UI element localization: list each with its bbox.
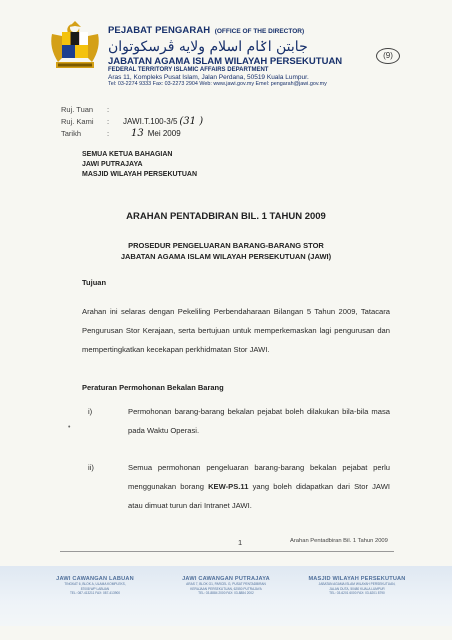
office-name-en: (OFFICE OF THE DIRECTOR) bbox=[214, 28, 305, 35]
ref-date-value: Mei 2009 bbox=[147, 129, 181, 138]
branch-address: TINGKAT 6, BLOK A, ULAMA KOMPLEKS, bbox=[64, 582, 126, 586]
handwritten-annotation: (9) bbox=[376, 48, 400, 64]
item-text-2-a: Semua permohonan pengeluaran barang-barang bekalan pejabat perlu menggunakan borang bbox=[128, 463, 390, 491]
section-heading-tujuan: Tujuan bbox=[82, 278, 107, 287]
department-name-en: FEDERAL TERRITORY ISLAMIC AFFAIRS DEPARTMENT bbox=[108, 67, 269, 73]
ref-kami-value: JAWI.T.100-3/5 bbox=[123, 117, 178, 126]
ref-tuan-row bbox=[61, 104, 203, 116]
ref-colon: : bbox=[107, 129, 110, 138]
branch-address: JABATAN AGAMA ISLAM WILAYAH PERSEKUTUAN, bbox=[318, 582, 396, 586]
branch-address: 87008 WP LABUAN bbox=[80, 586, 110, 591]
department-contact: Tel: 03-2274 9333 Fax: 03-2273 2904 Web: www.jawi.gov.my Emel: pengarah@jawi.gov.my bbox=[108, 81, 327, 87]
footer-doc-title: Arahan Pentadbiran Bil. 1 Tahun 2009 bbox=[290, 538, 388, 544]
department-name: JABATAN AGAMA ISLAM WILAYAH PERSEKUTUAN bbox=[108, 56, 343, 67]
subtitle-line: PROSEDUR PENGELUARAN BARANG-BARANG STOR bbox=[128, 241, 324, 250]
item-text-1-body: Permohonan barang-barang bekalan pejabat boleh dilakukan bila-bila masa pada Waktu Operasi. bbox=[128, 407, 390, 435]
item-text-2 bbox=[128, 458, 390, 515]
malaysia-crest-icon bbox=[46, 18, 104, 76]
footer-divider bbox=[60, 551, 394, 552]
page-number: 1 bbox=[238, 538, 243, 547]
document-subtitle bbox=[0, 240, 452, 262]
branch-name: JAWI CAWANGAN PUTRAJAYA bbox=[182, 576, 270, 582]
branch-address: JALAN DUTA, 50480 KUALA LUMPUR bbox=[329, 586, 385, 591]
branch-name: JAWI CAWANGAN LABUAN bbox=[56, 576, 134, 582]
office-name: PEJABAT PENGARAH bbox=[108, 25, 211, 36]
letterhead bbox=[108, 20, 408, 87]
footer-band bbox=[0, 566, 452, 626]
ref-date-handwritten-day: 13 bbox=[131, 128, 144, 139]
addressee-block bbox=[82, 150, 197, 180]
ref-colon: : bbox=[107, 117, 110, 126]
branch-contact: TEL: 03-6201 6000 FAX: 03-6201 8790 bbox=[329, 591, 385, 595]
item-text-1 bbox=[128, 402, 390, 440]
ref-colon: : bbox=[107, 105, 110, 114]
branch-name: MASJID WILAYAH PERSEKUTUAN bbox=[308, 576, 406, 582]
branch-putrajaya bbox=[171, 576, 281, 596]
branch-address: KERAJAAN PERSEKUTUAN, 62550 PUTRAJAYA bbox=[190, 586, 262, 591]
ref-tarikh-row bbox=[61, 128, 203, 140]
branch-contact: TEL: 087-413211 FAX: 087-413900 bbox=[69, 591, 121, 595]
subtitle-line: JABATAN AGAMA ISLAM WILAYAH PERSEKUTUAN (JAWI) bbox=[120, 252, 332, 261]
ref-kami-label: Ruj. Kami bbox=[61, 117, 94, 126]
branch-address: ARAS 7, BLOK G1, PARCEL G, PUSAT PENTADBIRAN bbox=[186, 582, 266, 586]
section-body-tujuan: Arahan ini selaras dengan Pekeliling Perbendaharaan Bilangan 5 Tahun 2009, Tatacara Pengurusan Stor Kerajaan, serta bertujuan untuk memperkemaskan lagi pengurusan dan mempertingkatkan kecekapan perkhidmatan Stor JAWI. bbox=[82, 307, 390, 354]
item-text-2-b: yang boleh didapatkan dari Stor JAWI atau dimuat turun dari Intranet JAWI. bbox=[128, 482, 390, 510]
margin-mark: • bbox=[68, 424, 71, 431]
document-title: ARAHAN PENTADBIRAN BIL. 1 TAHUN 2009 bbox=[126, 211, 326, 222]
ref-tuan-label: Ruj. Tuan bbox=[61, 105, 94, 114]
ref-tarikh-label: Tarikh bbox=[61, 129, 82, 138]
ref-kami-handwritten: (31 ) bbox=[179, 116, 204, 127]
branch-masjid bbox=[302, 576, 412, 596]
department-address: Aras 11, Kompleks Pusat Islam, Jalan Perdana, 50519 Kuala Lumpur. bbox=[108, 74, 309, 81]
addressee-line: MASJID WILAYAH PERSEKUTUAN bbox=[82, 171, 197, 178]
ref-kami-row bbox=[61, 116, 203, 128]
branch-contact: TEL: 03-8884 2000 FAX: 03-8884 2002 bbox=[198, 591, 254, 595]
addressee-line: SEMUA KETUA BAHAGIAN bbox=[82, 151, 173, 158]
addressee-line: JAWI PUTRAJAYA bbox=[82, 161, 143, 168]
branch-labuan bbox=[40, 576, 150, 596]
form-code: KEW-PS.11 bbox=[208, 482, 249, 491]
section-heading-peraturan: Peraturan Permohonan Bekalan Barang bbox=[82, 383, 224, 392]
item-number: ii) bbox=[88, 463, 94, 472]
jawi-dept-name: جابتن اݢام اسلام ولايه ڤرسكوتوان bbox=[108, 39, 308, 55]
item-number: i) bbox=[88, 407, 93, 416]
reference-block bbox=[61, 104, 203, 140]
